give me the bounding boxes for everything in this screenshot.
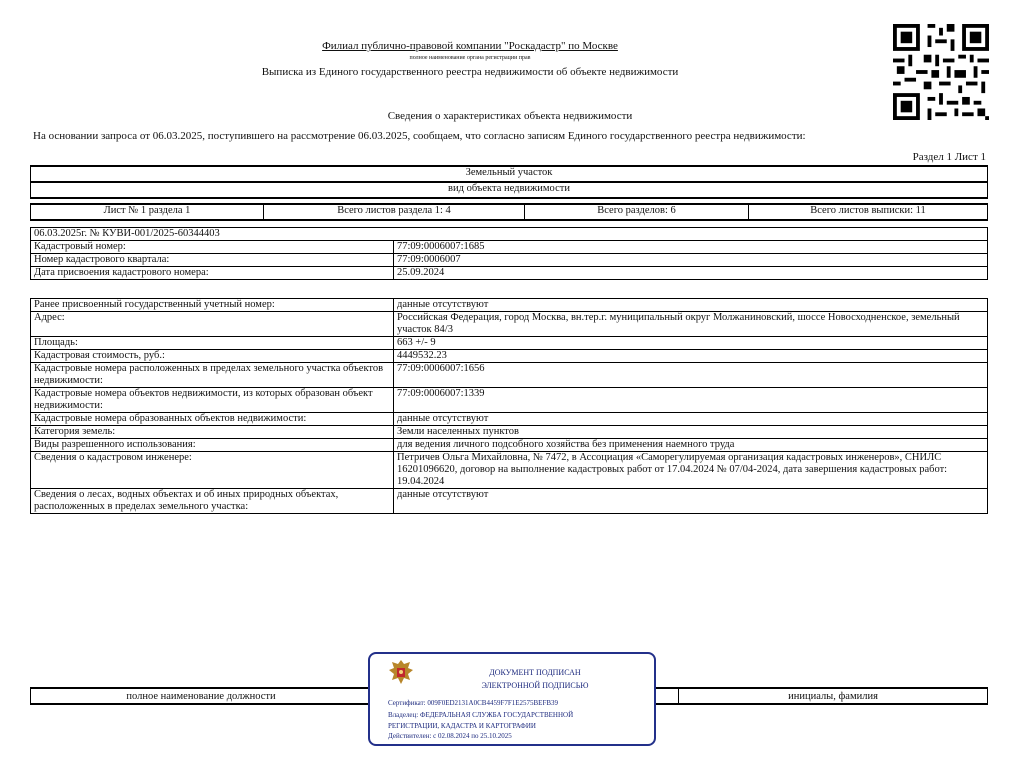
- stamp-owner-continued: РЕГИСТРАЦИИ, КАДАСТРА И КАРТОГРАФИИ: [388, 722, 536, 730]
- request-basis-text: На основании запроса от 06.03.2025, поступившего на рассмотрение 06.03.2025, сообщаем, что согласно записям Единого государственного реестра недвижимости:: [33, 130, 806, 142]
- stamp-validity: Действителен: с 02.08.2024 по 25.10.2025: [388, 732, 512, 740]
- stamp-title: ДОКУМЕНТ ПОДПИСАН: [489, 668, 581, 677]
- row-value: 77:09:0006007:1339: [394, 388, 988, 413]
- section-title: Сведения о характеристиках объекта недвижимости: [387, 110, 633, 122]
- row-value: данные отсутствуют: [394, 299, 988, 312]
- row-label: Номер кадастрового квартала:: [31, 254, 394, 267]
- row-value: для ведения личного подсобного хозяйства без применения наемного труда: [394, 439, 988, 452]
- document-title: Выписка из Единого государственного реестра недвижимости об объекте недвижимости: [261, 66, 679, 78]
- row-value: 25.09.2024: [394, 267, 988, 280]
- table-row: [31, 426, 988, 439]
- row-value: Земли населенных пунктов: [394, 426, 988, 439]
- object-type-caption: вид объекта недвижимости: [31, 182, 988, 198]
- table-row: [31, 299, 988, 312]
- table-row: [31, 312, 988, 337]
- row-label: Кадастровые номера объектов недвижимости, из которых образован объект недвижимости:: [31, 388, 394, 413]
- row-value: Петричев Ольга Михайловна, № 7472, в Ассоциация «Саморегулируемая организация кадастровых инженеров», СНИЛС 16201096620, договор на выполнение кадастровых работ от 17.04.2024 № 07/04-2024, дата завершения кадастровых работ: 19.04.2024: [394, 452, 988, 489]
- table-row: [31, 350, 988, 363]
- qr-code-icon: [893, 24, 989, 120]
- sections-total: Всего разделов: 6: [525, 204, 749, 220]
- row-label: Кадастровые номера расположенных в пределах земельного участка объектов недвижимости:: [31, 363, 394, 388]
- table-row: [31, 489, 988, 514]
- table-row: [31, 337, 988, 350]
- stamp-owner: Владелец: ФЕДЕРАЛЬНАЯ СЛУЖБА ГОСУДАРСТВЕННОЙ: [388, 711, 574, 719]
- table-row: [31, 439, 988, 452]
- sheet-number: Лист № 1 раздела 1: [31, 204, 264, 220]
- row-label: Кадастровые номера образованных объектов недвижимости:: [31, 413, 394, 426]
- table-row: [31, 363, 988, 388]
- row-label: Кадастровый номер:: [31, 241, 394, 254]
- row-label: Категория земель:: [31, 426, 394, 439]
- details-table: [30, 298, 988, 514]
- extract-sheets-total: Всего листов выписки: 11: [749, 204, 988, 220]
- table-row: [31, 413, 988, 426]
- row-label: Площадь:: [31, 337, 394, 350]
- object-type: Земельный участок: [31, 166, 988, 182]
- table-row: [31, 254, 988, 267]
- main-info-table: [30, 227, 988, 280]
- row-label: Адрес:: [31, 312, 394, 337]
- table-row: [31, 241, 988, 254]
- record-id: 06.03.2025г. № КУВИ-001/2025-60344403: [31, 228, 988, 241]
- office-name: Филиал публично-правовой компании "Роскадастр" по Москве: [322, 40, 618, 52]
- table-row: [31, 267, 988, 280]
- stamp-certificate: Сертификат: 009F0ED2131A0CB4459F7F1E2575BEFB39: [388, 699, 559, 707]
- office-caption: полное наименование органа регистрации прав: [409, 55, 531, 61]
- row-label: Сведения о лесах, водных объектах и об иных природных объектах, расположенных в пределах земельного участка:: [31, 489, 394, 514]
- section-sheets-total: Всего листов раздела 1: 4: [264, 204, 525, 220]
- coat-of-arms-icon: [388, 658, 414, 688]
- row-label: Сведения о кадастровом инженере:: [31, 452, 394, 489]
- stamp-subtitle: ЭЛЕКТРОННОЙ ПОДПИСЬЮ: [481, 681, 589, 690]
- stamp-heading: [430, 666, 640, 692]
- table-row: [31, 452, 988, 489]
- row-label: Ранее присвоенный государственный учетный номер:: [31, 299, 394, 312]
- object-type-table: [30, 165, 988, 199]
- row-value: данные отсутствуют: [394, 489, 988, 514]
- row-value: 663 +/- 9: [394, 337, 988, 350]
- row-label: Кадастровая стоимость, руб.:: [31, 350, 394, 363]
- row-value: 77:09:0006007: [394, 254, 988, 267]
- row-label: Дата присвоения кадастрового номера:: [31, 267, 394, 280]
- position-caption: полное наименование должности: [31, 688, 372, 704]
- row-value: Российская Федерация, город Москва, вн.тер.г. муниципальный округ Молжаниновский, шоссе Новосходненское, земельный участок 84/3: [394, 312, 988, 337]
- name-caption: инициалы, фамилия: [679, 688, 988, 704]
- row-label: Виды разрешенного использования:: [31, 439, 394, 452]
- sheet-info-table: [30, 203, 988, 221]
- row-value: 77:09:0006007:1685: [394, 241, 988, 254]
- row-value: данные отсутствуют: [394, 413, 988, 426]
- row-value: 4449532.23: [394, 350, 988, 363]
- electronic-signature-stamp: [368, 652, 656, 746]
- section-sheet-label: Раздел 1 Лист 1: [912, 151, 986, 163]
- row-value: 77:09:0006007:1656: [394, 363, 988, 388]
- table-row: [31, 388, 988, 413]
